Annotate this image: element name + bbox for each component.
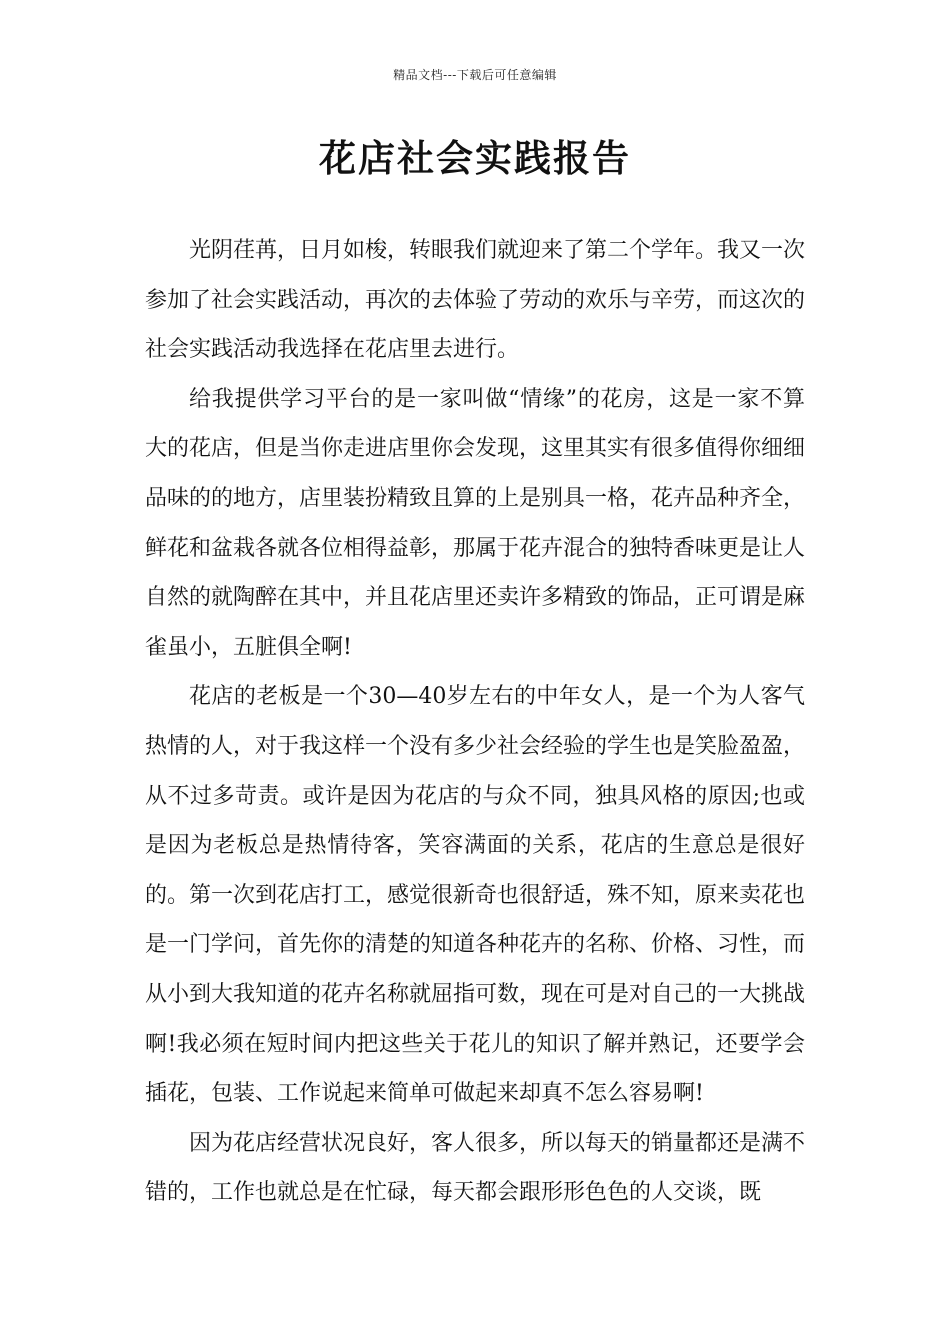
document-title: 花店社会实践报告 xyxy=(319,136,631,180)
header-note: 精品文档---下载后可任意编辑 xyxy=(393,68,557,82)
paragraph-2: 给我提供学习平台的是一家叫做“情缘”的花房，这是一家不算大的花店，但是当你走进店里你会发现，这里其实有很多值得你细细品味的的地方，店里装扮精致且算的上是别具一格，花卉品种齐全，鲜花和盆栽各就各位相得益彰，那属于花卉混合的独特香味更是让人自然的就陶醉在其中，并且花店里还卖许多精致的饰品，正可谓是麻雀虽小，五脏俱全啊! xyxy=(145,386,806,660)
paragraph-1: 光阴荏苒，日月如梭，转眼我们就迎来了第二个学年。我又一次参加了社会实践活动，再次的去体验了劳动的欢乐与辛劳，而这次的社会实践活动我选择在花店里去进行。 xyxy=(145,238,806,363)
paragraph-4: 因为花店经营状况良好，客人很多，所以每天的销量都还是满不错的，工作也就总是在忙碌，每天都会跟形形色色的人交谈，既 xyxy=(145,1130,806,1206)
paragraph-3: 花店的老板是一个30—40岁左右的中年女人，是一个为人客气热情的人，对于我这样一个没有多少社会经验的学生也是笑脸盈盈，从不过多苛责。或许是因为花店的与众不同，独具风格的原因;也或是因为老板总是热情待客，笑容满面的关系，花店的生意总是很好的。第一次到花店打工，感觉很新奇也很舒适，殊不知，原来卖花也是一门学问，首先你的清楚的知道各种花卉的名称、价格、习性，而从小到大我知道的花卉名称就屈指可数，现在可是对自己的一大挑战啊!我必须在短时间内把这些关于花儿的知识了解并熟记，还要学会插花，包装、工作说起来简单可做起来却真不怎么容易啊! xyxy=(145,684,806,1107)
document-body xyxy=(145,226,805,1218)
